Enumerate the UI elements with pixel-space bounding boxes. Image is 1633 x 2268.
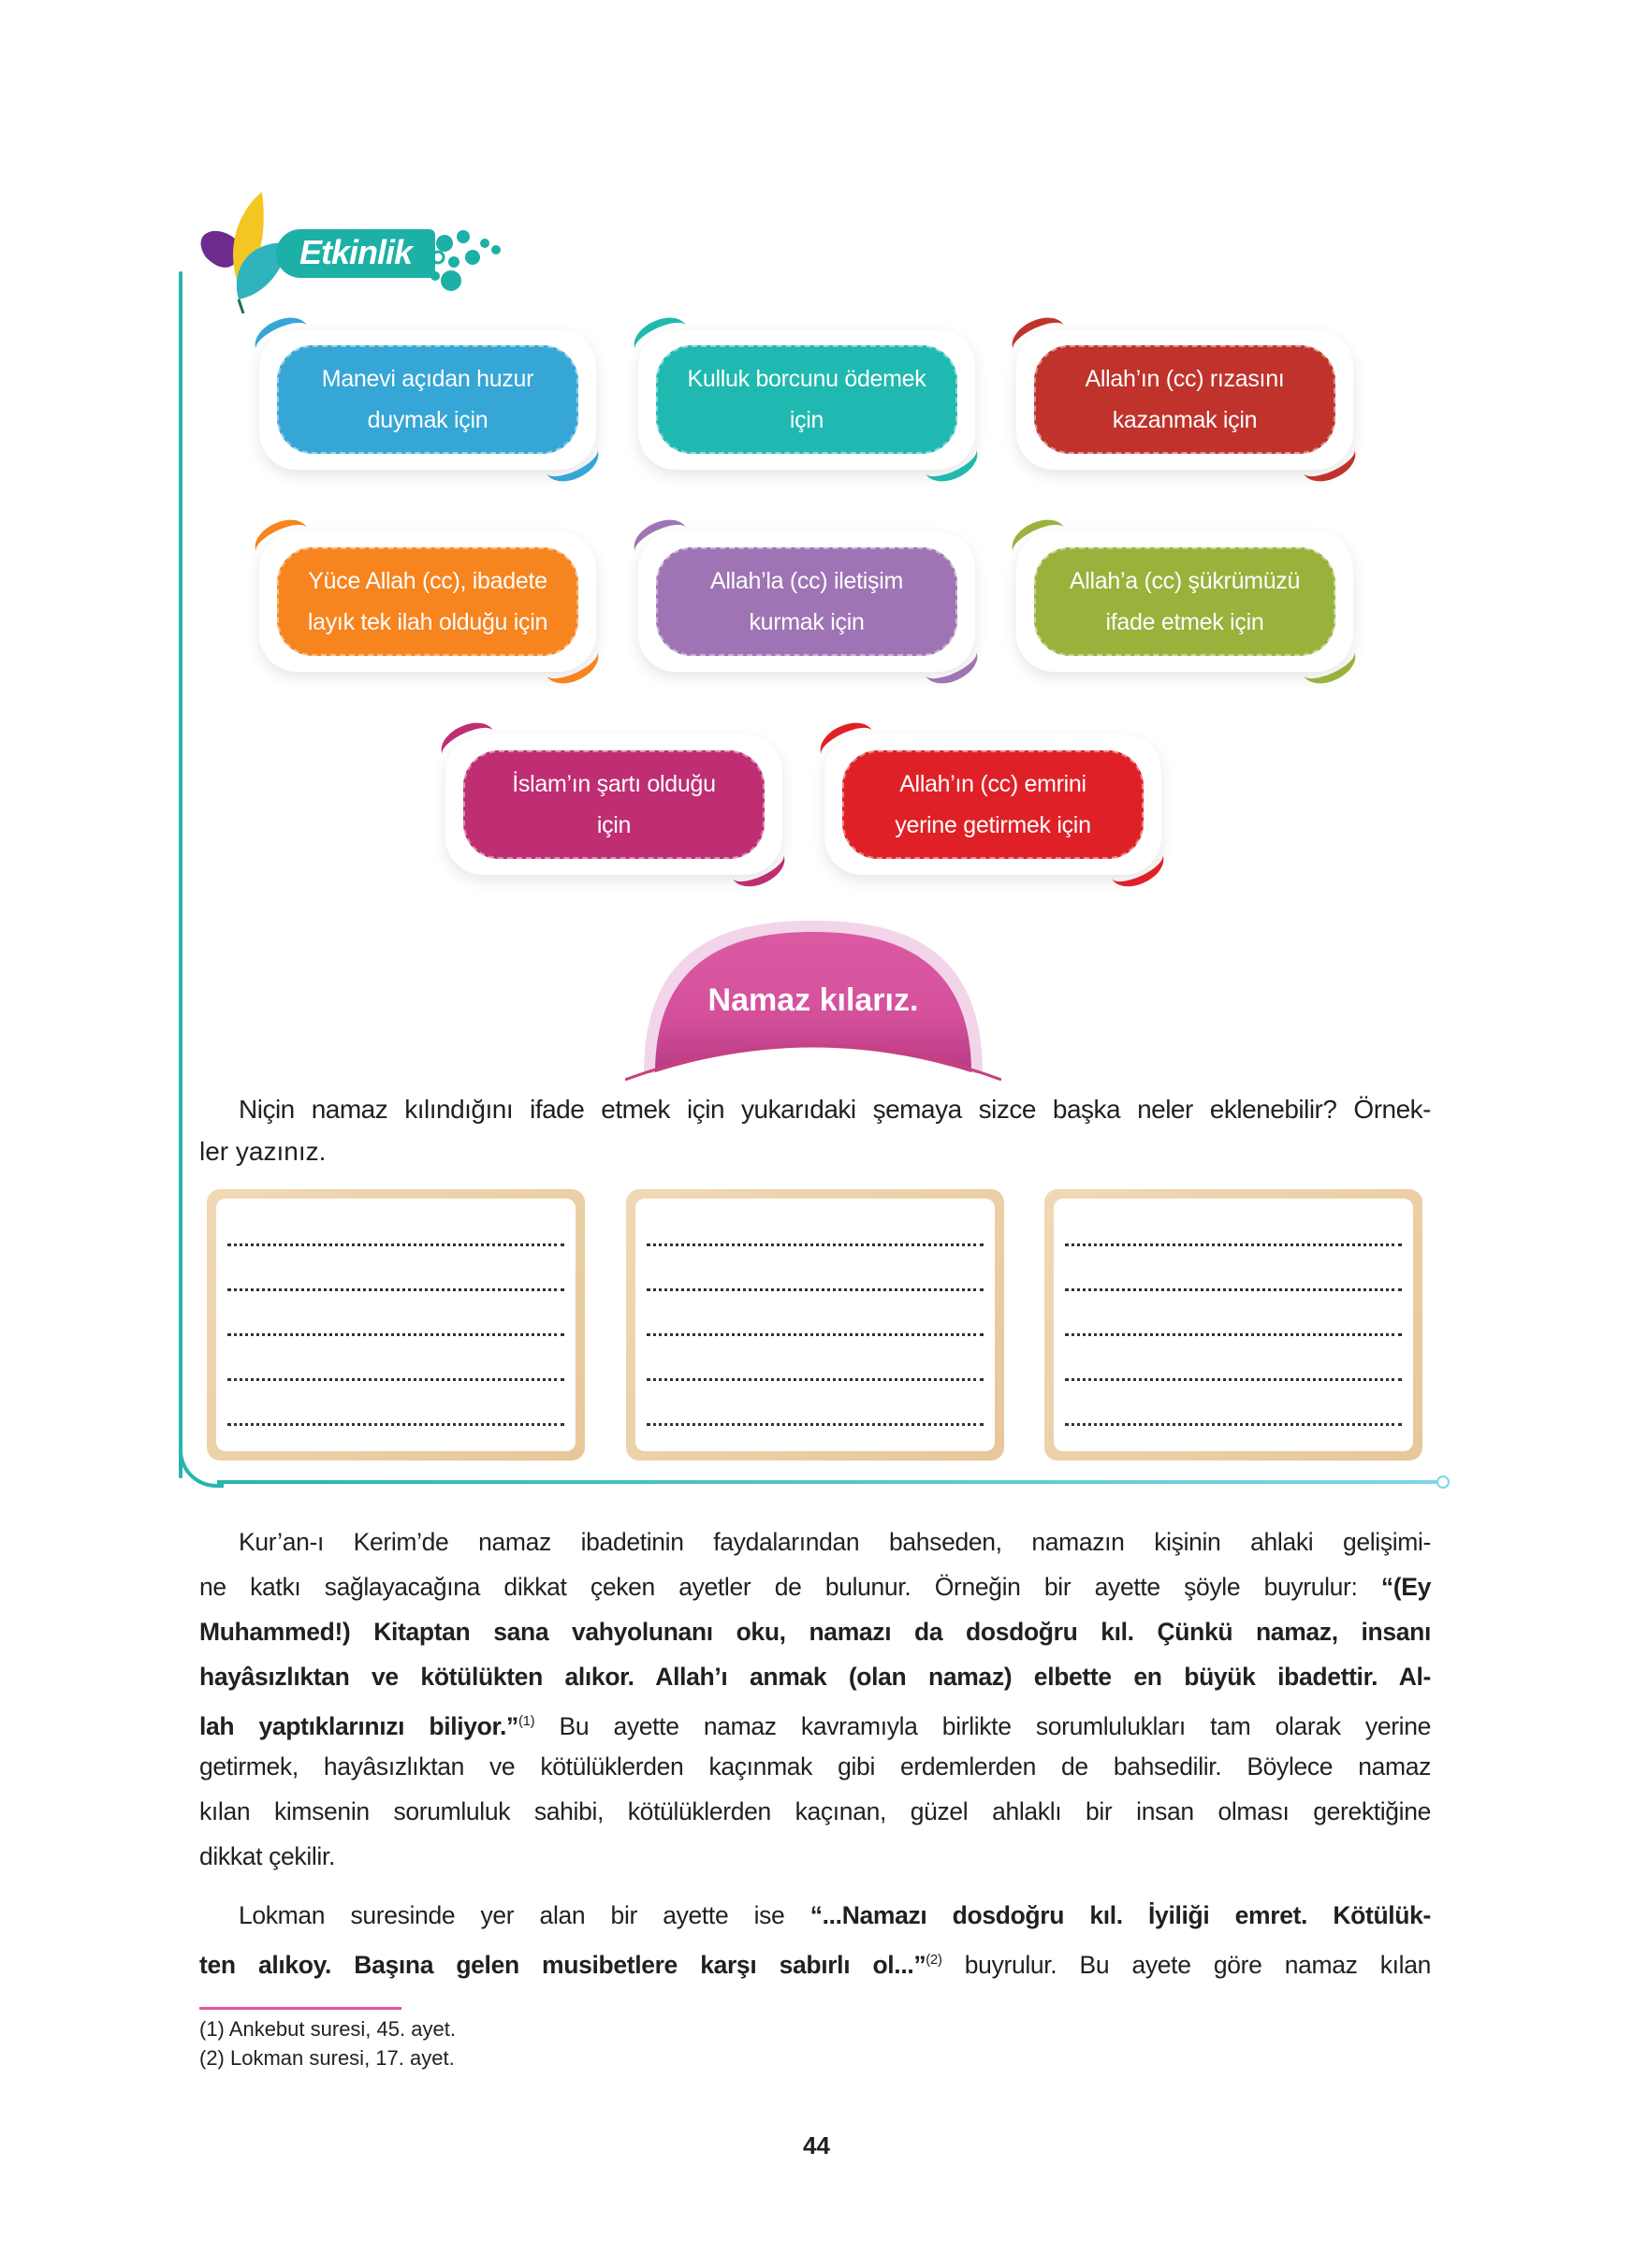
center-title: Namaz kılarız. <box>707 982 919 1018</box>
body-text: dikkat çekilir. <box>199 1842 335 1870</box>
quote-text: “...Namazı dosdoğru kıl. İyiliği emret. Kötülük- <box>809 1901 1431 1929</box>
reason-bubble <box>463 750 765 859</box>
activity-label: Etkinlik <box>299 233 413 271</box>
body-text: Kur’an-ı Kerim’de namaz ibadetinin faydalarından bahseden, namazın kişinin ahlaki gelişimi- <box>239 1528 1431 1556</box>
reason-line-1: Manevi açıdan huzur <box>321 366 534 392</box>
dotted-answer-line[interactable] <box>227 1333 564 1336</box>
dotted-answer-line[interactable] <box>227 1378 564 1381</box>
reason-line-2: duymak için <box>367 407 488 433</box>
body-text: Lokman suresinde yer alan bir ayette ise <box>239 1901 810 1929</box>
reason-bubble <box>842 750 1144 859</box>
quote-text: hayâsızlıktan ve kötülükten alıkor. Allah’ı anmak (olan namaz) elbette en büyük ibadettir. Al- <box>199 1663 1431 1691</box>
body-text: getirmek, hayâsızlıktan ve kötülüklerden kaçınmak gibi erdemlerden de bahsedilir. Böylece namaz <box>199 1752 1431 1781</box>
dotted-answer-line[interactable] <box>1065 1243 1402 1246</box>
reason-line-2: ifade etmek için <box>1105 609 1264 635</box>
reason-line-2: layık tek ilah olduğu için <box>307 609 548 635</box>
reason-line-2: kurmak için <box>749 609 865 635</box>
dotted-answer-line[interactable] <box>1065 1288 1402 1291</box>
reason-bubble <box>277 547 578 656</box>
dotted-answer-line[interactable] <box>647 1333 984 1336</box>
text-line <box>199 1893 1431 1938</box>
answer-box-inner <box>635 1199 995 1451</box>
dotted-answer-line[interactable] <box>647 1378 984 1381</box>
answer-box[interactable] <box>207 1189 585 1461</box>
reason-card <box>1016 329 1353 470</box>
dotted-answer-line[interactable] <box>1065 1333 1402 1336</box>
text-line <box>199 1834 1431 1879</box>
body-text: kılan kimsenin sorumluluk sahibi, kötülüklerden kaçınan, güzel ahlaklı bir insan olması gerektiğine <box>199 1797 1431 1825</box>
paragraph-1 <box>199 1519 1431 1879</box>
dotted-answer-line[interactable] <box>227 1288 564 1291</box>
footnote-ref: (2) <box>926 1952 942 1968</box>
dotted-answer-line[interactable] <box>227 1423 564 1426</box>
quote-text: lah yaptıklarınızı biliyor.” <box>199 1711 518 1740</box>
reason-card <box>1016 531 1353 672</box>
answer-box-inner <box>216 1199 576 1451</box>
reason-line-1: Yüce Allah (cc), ibadete <box>308 568 547 594</box>
footnote-rule <box>199 2007 401 2010</box>
reason-bubble <box>1034 345 1335 454</box>
page-number: 44 <box>803 2131 830 2159</box>
reason-bubble <box>1034 547 1335 656</box>
body-text: Bu ayette namaz kavramıyla birlikte sorumlulukları tam olarak yerine <box>534 1711 1431 1740</box>
reason-card <box>638 531 975 672</box>
text-line <box>199 1654 1431 1699</box>
reason-line-2: için <box>789 407 824 433</box>
reason-bubble <box>656 345 957 454</box>
quote-text: ten alıkoy. Başına gelen musibetlere karşı sabırlı ol...” <box>199 1950 926 1979</box>
question-line-2: ler yazınız. <box>199 1137 327 1166</box>
answer-box[interactable] <box>626 1189 1004 1461</box>
quote-text: “(Ey <box>1380 1573 1431 1601</box>
reason-line-2: için <box>596 812 632 838</box>
center-arch <box>625 919 1001 1087</box>
reason-bubble <box>277 345 578 454</box>
reason-card <box>638 329 975 470</box>
reason-line-2: kazanmak için <box>1112 407 1258 433</box>
reason-bubble <box>656 547 957 656</box>
reason-card <box>259 531 596 672</box>
body-text: ne katkı sağlayacağına dikkat çeken ayetler de bulunur. Örneğin bir ayette şöyle buyrulur: <box>199 1573 1381 1601</box>
quote-text: Muhammed!) Kitaptan sana vahyolunanı oku, namazı da dosdoğru kıl. Çünkü namaz, insanı <box>199 1618 1431 1646</box>
question-line-1: Niçin namaz kılındığını ifade etmek için yukarıdaki şemaya sizce başka neler eklenebilir? Örnek- <box>239 1095 1431 1124</box>
answer-box[interactable] <box>1044 1189 1422 1461</box>
reason-line-1: Allah’ın (cc) emrini <box>899 771 1086 797</box>
dotted-answer-line[interactable] <box>647 1243 984 1246</box>
activity-frame-end-dot <box>1436 1476 1450 1489</box>
reason-card <box>259 329 596 470</box>
dotted-answer-line[interactable] <box>647 1423 984 1426</box>
text-line <box>199 1609 1431 1654</box>
reason-line-1: Allah’ın (cc) rızasını <box>1085 366 1285 392</box>
reason-line-1: İslam’ın şartı olduğu <box>512 771 716 797</box>
footnote-2: (2) Lokman suresi, 17. ayet. <box>199 2046 455 2070</box>
text-line <box>199 1744 1431 1789</box>
activity-frame-left <box>179 271 182 1478</box>
reason-line-1: Kulluk borcunu ödemek <box>687 366 926 392</box>
etkinlik-logo <box>187 192 505 313</box>
footnote-ref: (1) <box>518 1713 535 1729</box>
activity-question <box>199 1088 1431 1172</box>
answer-box-inner <box>1054 1199 1413 1451</box>
dotted-answer-line[interactable] <box>1065 1378 1402 1381</box>
paragraph-2 <box>199 1893 1431 1983</box>
footnote-1: (1) Ankebut suresi, 45. ayet. <box>199 2017 456 2041</box>
text-line <box>199 1564 1431 1609</box>
text-line <box>199 1699 1431 1744</box>
text-line <box>199 1938 1431 1983</box>
reason-line-1: Allah’la (cc) iletişim <box>710 568 903 594</box>
text-line <box>199 1789 1431 1834</box>
reason-card <box>445 734 782 875</box>
reason-card <box>824 734 1161 875</box>
reason-line-2: yerine getirmek için <box>895 812 1091 838</box>
text-line <box>199 1519 1431 1564</box>
body-text: buyrulur. Bu ayete göre namaz kılan <box>941 1950 1431 1979</box>
dotted-answer-line[interactable] <box>647 1288 984 1291</box>
activity-frame-bottom <box>217 1480 1438 1484</box>
dotted-answer-line[interactable] <box>227 1243 564 1246</box>
reason-line-1: Allah’a (cc) şükrümüzü <box>1069 568 1301 594</box>
dotted-answer-line[interactable] <box>1065 1423 1402 1426</box>
